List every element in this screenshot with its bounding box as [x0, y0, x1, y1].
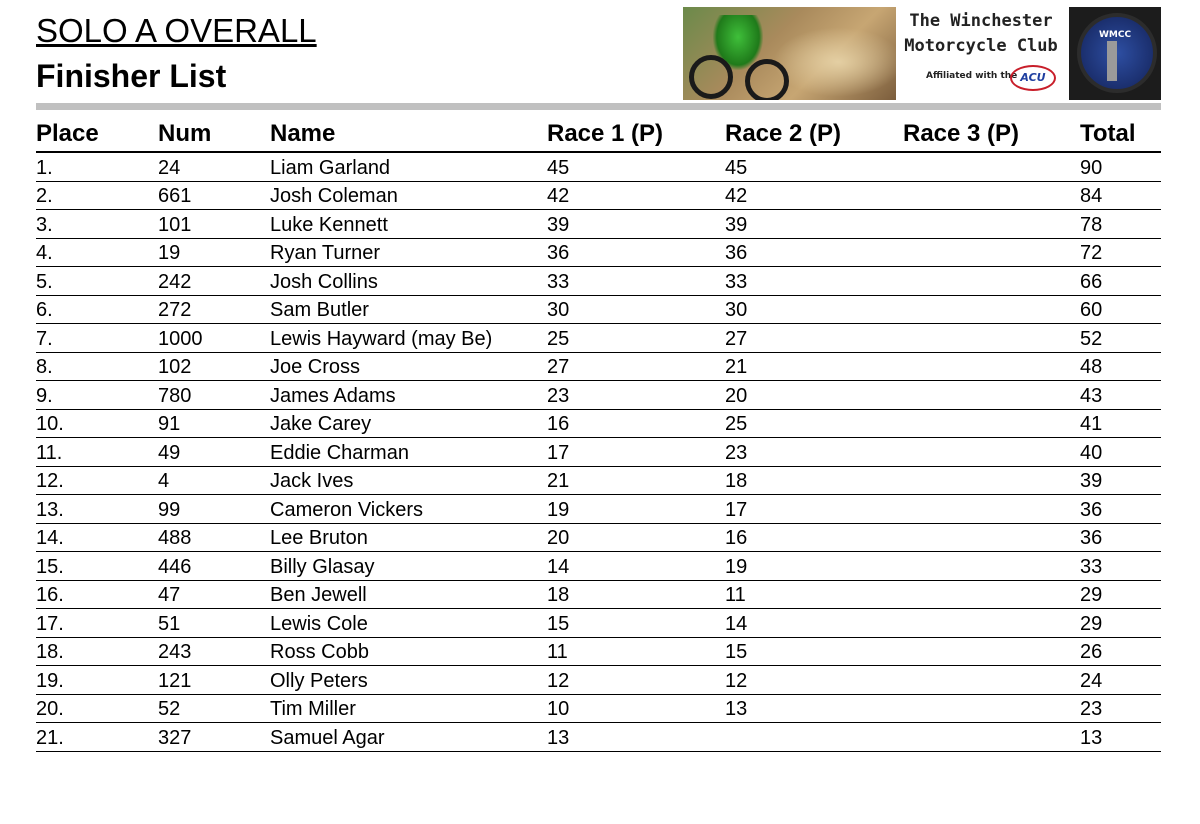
table-cell: 16	[725, 527, 748, 549]
table-cell: 661	[158, 185, 192, 207]
page-subtitle: Finisher List	[36, 58, 227, 94]
table-cell: 47	[158, 584, 181, 606]
table-cell: Jake Carey	[270, 413, 372, 435]
table-cell: Ben Jewell	[270, 584, 367, 606]
table-cell: Liam Garland	[270, 156, 391, 179]
table-cell: 12.	[36, 470, 64, 492]
table-cell: 121	[158, 669, 192, 692]
club-name-line2: Motorcycle Club	[904, 36, 1058, 56]
table-cell: 15	[547, 612, 570, 635]
table-body	[36, 153, 1161, 752]
column-header: Total	[1080, 120, 1136, 147]
table-cell: Luke Kennett	[270, 213, 388, 236]
table-cell: 327	[158, 726, 192, 749]
table-cell: 10.	[36, 413, 64, 435]
table-cell: 23	[547, 384, 570, 407]
table-row	[36, 695, 1161, 724]
table-row	[36, 638, 1161, 667]
table-cell: 8.	[36, 356, 53, 378]
table-cell: Josh Coleman	[270, 185, 398, 207]
table-cell: 29	[1080, 612, 1103, 635]
table-cell: 13	[1080, 726, 1103, 749]
table-row	[36, 495, 1161, 524]
table-cell: 13	[547, 726, 570, 749]
wmcc-logo	[1069, 7, 1161, 100]
table-cell: 1.	[36, 156, 53, 179]
table-cell: 91	[158, 413, 181, 435]
table-cell: 7.	[36, 327, 53, 350]
table-row	[36, 267, 1161, 296]
affiliation-text: Affiliated with the	[926, 71, 1018, 81]
table-cell: 23	[725, 441, 748, 464]
table-row	[36, 381, 1161, 410]
table-row	[36, 239, 1161, 268]
club-name	[896, 7, 1066, 100]
table-cell: Cameron Vickers	[270, 498, 424, 521]
table-cell: 14	[547, 555, 570, 578]
table-cell: Lewis Hayward (may Be)	[270, 327, 493, 350]
table-cell: 446	[158, 555, 192, 578]
table-cell: 49	[158, 441, 181, 464]
table-cell: Lewis Cole	[270, 612, 368, 635]
table-row	[36, 353, 1161, 382]
table-cell: 19.	[36, 669, 64, 692]
acu-logo: ACU	[1010, 65, 1056, 91]
table-cell: James Adams	[270, 384, 396, 407]
table-cell: 17.	[36, 612, 64, 635]
club-name-line1: The Winchester	[909, 11, 1053, 31]
table-cell: 36	[1080, 498, 1103, 521]
page-title: SOLO A OVERALL	[36, 12, 317, 49]
table-cell: 272	[158, 299, 192, 321]
table-cell: 78	[1080, 213, 1103, 236]
table-row	[36, 296, 1161, 325]
table-cell: 11	[725, 584, 746, 606]
table-cell: 21.	[36, 726, 64, 749]
table-cell: 13	[725, 698, 748, 720]
table-row	[36, 438, 1161, 467]
column-header: Race 2 (P)	[725, 120, 842, 147]
table-cell: Sam Butler	[270, 299, 369, 321]
table-cell: 43	[1080, 384, 1103, 407]
table-cell: Josh Collins	[270, 270, 378, 293]
table-cell: 45	[547, 156, 570, 179]
table-cell: 18.	[36, 641, 64, 663]
table-row	[36, 524, 1161, 553]
table-cell: 20.	[36, 698, 64, 720]
table-cell: 4.	[36, 242, 53, 264]
table-cell: 52	[158, 698, 181, 720]
club-banner	[683, 7, 1161, 100]
table-cell: 14.	[36, 527, 64, 549]
table-cell: Tim Miller	[270, 698, 356, 720]
table-cell: 39	[725, 213, 748, 236]
wmcc-logo-text: WMCC	[1098, 30, 1132, 40]
motocross-photo	[683, 7, 896, 100]
table-cell: 41	[1080, 413, 1103, 435]
table-cell: Ryan Turner	[270, 242, 381, 264]
table-row	[36, 467, 1161, 496]
table-row	[36, 666, 1161, 695]
table-cell: 25	[725, 413, 748, 435]
table-cell: 25	[547, 327, 570, 350]
table-cell: 27	[547, 356, 570, 378]
table-cell: 15	[725, 641, 748, 663]
table-cell: 45	[725, 156, 748, 179]
table-cell: 20	[725, 384, 748, 407]
table-cell: Samuel Agar	[270, 726, 385, 749]
table-cell: 23	[1080, 698, 1103, 720]
table-cell: 11	[547, 641, 568, 663]
table-row	[36, 609, 1161, 638]
table-cell: 30	[547, 299, 570, 321]
table-cell: 52	[1080, 327, 1103, 350]
table-cell: 18	[725, 470, 748, 492]
table-cell: Billy Glasay	[270, 555, 375, 578]
table-cell: 1000	[158, 327, 203, 350]
table-cell: 21	[725, 356, 748, 378]
table-cell: 99	[158, 498, 181, 521]
table-cell: Lee Bruton	[270, 527, 368, 549]
table-cell: 20	[547, 527, 570, 549]
table-cell: 29	[1080, 584, 1103, 606]
table-cell: 26	[1080, 641, 1103, 663]
table-cell: 242	[158, 270, 192, 293]
table-row	[36, 153, 1161, 182]
table-cell: 15.	[36, 555, 64, 578]
table-cell: 39	[1080, 470, 1103, 492]
table-row	[36, 210, 1161, 239]
table-cell: 12	[725, 669, 748, 692]
table-cell: 24	[158, 156, 181, 179]
table-cell: 780	[158, 384, 192, 407]
table-cell: 488	[158, 527, 192, 549]
table-cell: 11.	[36, 441, 63, 464]
table-cell: Eddie Charman	[270, 441, 409, 464]
table-cell: 42	[725, 185, 748, 207]
table-cell: 33	[725, 270, 748, 293]
table-header	[36, 116, 1161, 153]
table-cell: 13.	[36, 498, 64, 521]
table-cell: 14	[725, 612, 748, 635]
table-cell: 36	[1080, 527, 1103, 549]
table-row	[36, 723, 1161, 752]
table-cell: 16	[547, 413, 570, 435]
column-header: Name	[270, 120, 336, 147]
table-cell: 21	[547, 470, 570, 492]
table-cell: Joe Cross	[270, 356, 361, 378]
table-cell: 66	[1080, 270, 1103, 293]
table-row	[36, 410, 1161, 439]
table-cell: 2.	[36, 185, 53, 207]
table-cell: 30	[725, 299, 748, 321]
table-cell: 17	[547, 441, 570, 464]
table-cell: 3.	[36, 213, 53, 236]
table-cell: 84	[1080, 185, 1103, 207]
table-row	[36, 324, 1161, 353]
table-cell: 36	[725, 242, 748, 264]
table-cell: 72	[1080, 242, 1103, 264]
table-cell: 33	[547, 270, 570, 293]
table-cell: 60	[1080, 299, 1103, 321]
column-header: Num	[158, 120, 212, 147]
table-row	[36, 581, 1161, 610]
table-cell: 19	[158, 242, 181, 264]
table-cell: 24	[1080, 669, 1103, 692]
table-cell: 42	[547, 185, 570, 207]
table-cell: 10	[547, 698, 570, 720]
table-cell: Olly Peters	[270, 669, 368, 692]
table-cell: 39	[547, 213, 570, 236]
table-cell: 12	[547, 669, 570, 692]
table-cell: 4	[158, 470, 170, 492]
table-cell: Ross Cobb	[270, 641, 369, 663]
table-cell: 27	[725, 327, 748, 350]
table-cell: 9.	[36, 384, 53, 407]
table-cell: 102	[158, 356, 192, 378]
table-row	[36, 552, 1161, 581]
table-cell: 51	[158, 612, 181, 635]
table-cell: 16.	[36, 584, 64, 606]
table-row	[36, 182, 1161, 211]
table-cell: 90	[1080, 156, 1103, 179]
column-header: Race 3 (P)	[903, 120, 1020, 147]
table-cell: 19	[725, 555, 748, 578]
column-header: Race 1 (P)	[547, 120, 664, 147]
table-cell: 243	[158, 641, 192, 663]
table-cell: 48	[1080, 356, 1103, 378]
table-cell: Jack Ives	[270, 470, 354, 492]
table-cell: 17	[725, 498, 748, 521]
table-cell: 101	[158, 213, 192, 236]
table-cell: 19	[547, 498, 570, 521]
table-cell: 40	[1080, 441, 1103, 464]
table-cell: 33	[1080, 555, 1103, 578]
table-cell: 6.	[36, 299, 53, 321]
table-cell: 5.	[36, 270, 53, 293]
finisher-table	[36, 116, 1161, 752]
header-divider	[36, 103, 1161, 110]
table-cell: 18	[547, 584, 570, 606]
statue-icon	[1107, 41, 1117, 81]
table-cell: 36	[547, 242, 570, 264]
column-header: Place	[36, 120, 99, 147]
